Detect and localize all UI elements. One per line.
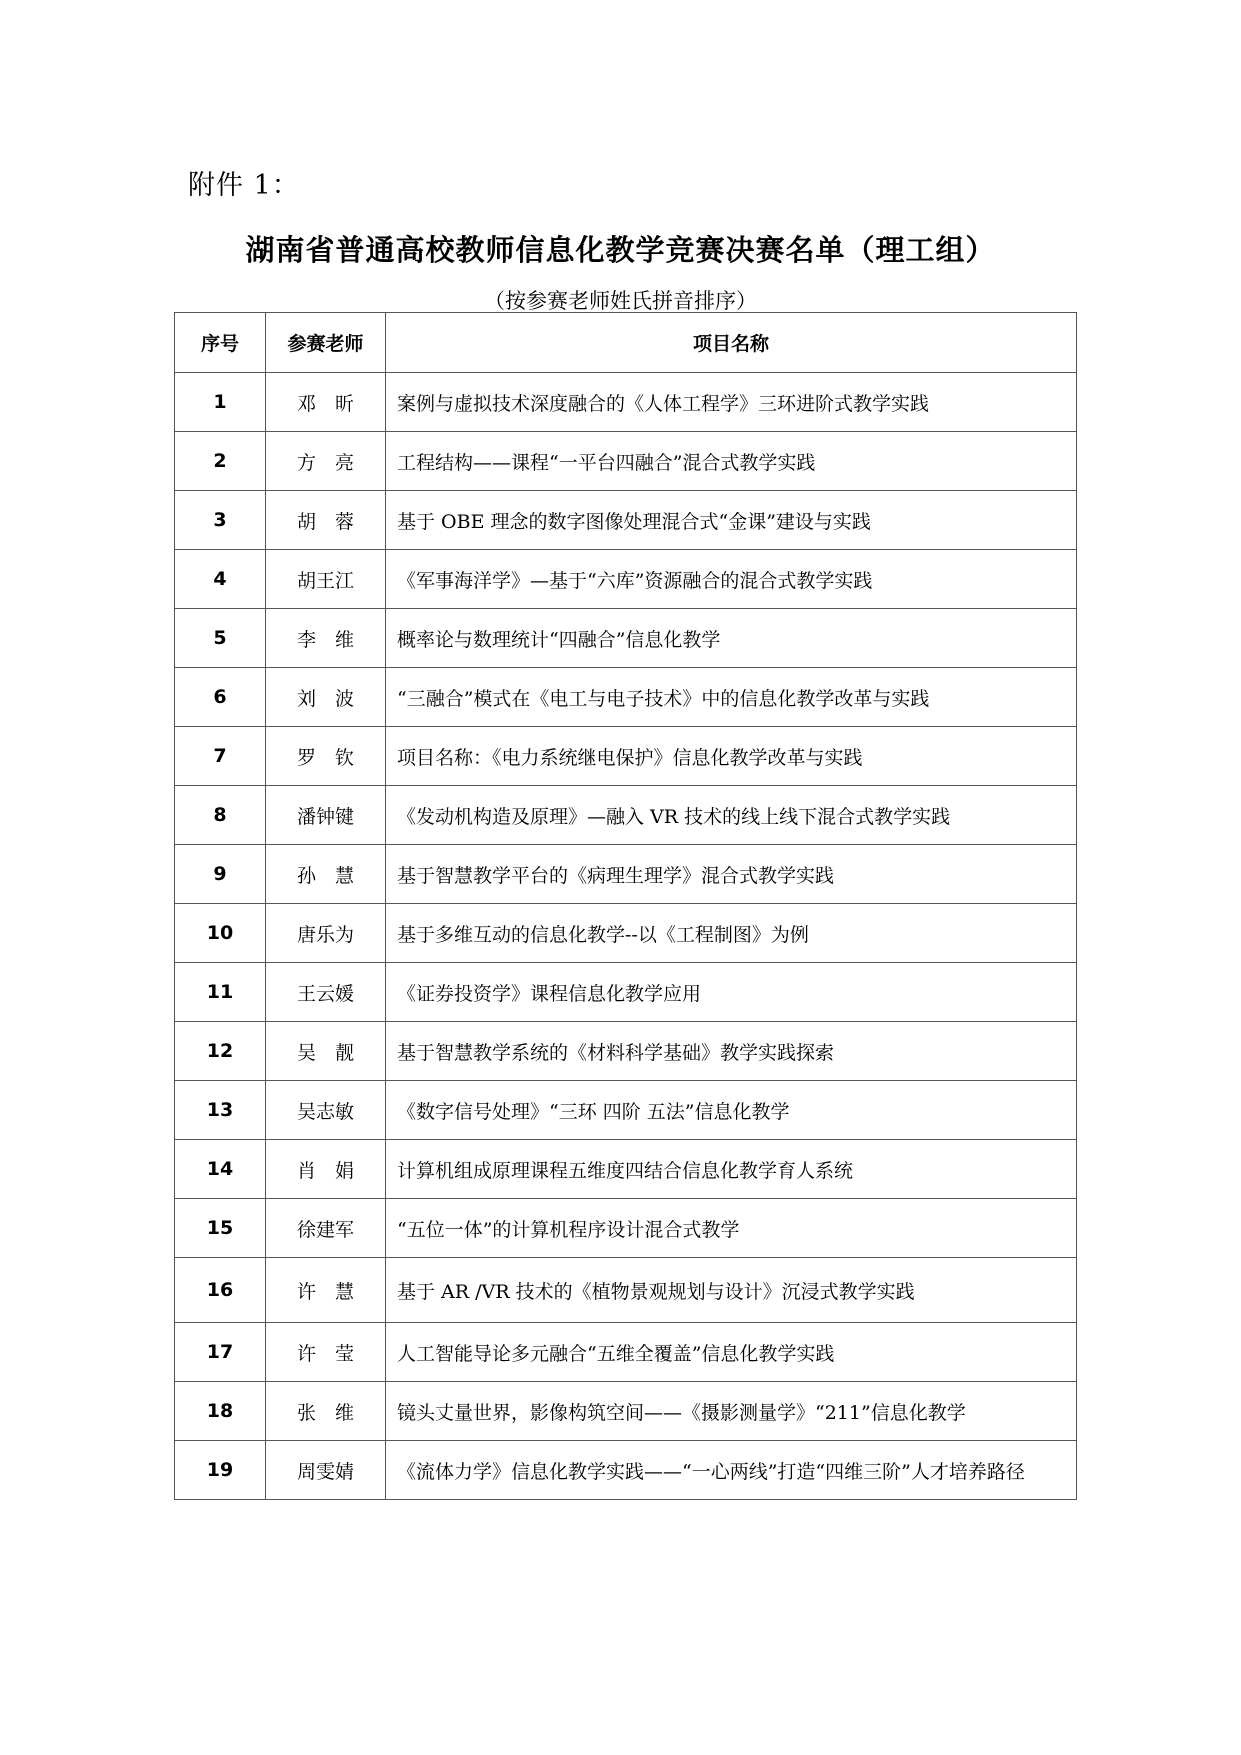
row-number: 1 xyxy=(175,373,266,432)
table-row xyxy=(175,609,1077,668)
teacher-name: 刘 波 xyxy=(266,668,386,727)
table-row xyxy=(175,1022,1077,1081)
project-name: 基于 AR /VR 技术的《植物景观规划与设计》沉浸式教学实践 xyxy=(386,1258,1077,1323)
table-row xyxy=(175,491,1077,550)
page-title: 湖南省普通高校教师信息化教学竞赛决赛名单（理工组） xyxy=(245,233,996,267)
table-row xyxy=(175,1199,1077,1258)
project-name: “三融合”模式在《电工与电子技术》中的信息化教学改革与实践 xyxy=(386,668,1077,727)
table-row xyxy=(175,1140,1077,1199)
project-name: 基于多维互动的信息化教学--以《工程制图》为例 xyxy=(386,904,1077,963)
table-header-row xyxy=(175,313,1077,373)
project-name: 《发动机构造及原理》—融入 VR 技术的线上线下混合式教学实践 xyxy=(386,786,1077,845)
table-row xyxy=(175,432,1077,491)
row-number: 7 xyxy=(175,727,266,786)
row-number: 17 xyxy=(175,1323,266,1382)
teacher-name: 徐建军 xyxy=(266,1199,386,1258)
teacher-name: 李 维 xyxy=(266,609,386,668)
attachment-label: 附件 1： xyxy=(188,170,300,201)
project-name: 概率论与数理统计“四融合”信息化教学 xyxy=(386,609,1077,668)
header-no: 序号 xyxy=(175,313,266,373)
row-number: 5 xyxy=(175,609,266,668)
row-number: 8 xyxy=(175,786,266,845)
project-name: 工程结构——课程“一平台四融合”混合式教学实践 xyxy=(386,432,1077,491)
teacher-name: 胡王江 xyxy=(266,550,386,609)
project-name: 基于 OBE 理念的数字图像处理混合式“金课”建设与实践 xyxy=(386,491,1077,550)
teacher-name: 罗 钦 xyxy=(266,727,386,786)
teacher-name: 吴志敏 xyxy=(266,1081,386,1140)
header-teacher: 参赛老师 xyxy=(266,313,386,373)
project-name: 基于智慧教学系统的《材料科学基础》教学实践探索 xyxy=(386,1022,1077,1081)
table-row xyxy=(175,845,1077,904)
teacher-name: 胡 蓉 xyxy=(266,491,386,550)
table-row xyxy=(175,373,1077,432)
table-row xyxy=(175,904,1077,963)
table-row xyxy=(175,1382,1077,1441)
row-number: 18 xyxy=(175,1382,266,1441)
project-name: 《军事海洋学》—基于“六库”资源融合的混合式教学实践 xyxy=(386,550,1077,609)
project-name: “五位一体”的计算机程序设计混合式教学 xyxy=(386,1199,1077,1258)
project-name: 镜头丈量世界，影像构筑空间——《摄影测量学》“211”信息化教学 xyxy=(386,1382,1077,1441)
row-number: 3 xyxy=(175,491,266,550)
row-number: 6 xyxy=(175,668,266,727)
project-name: 计算机组成原理课程五维度四结合信息化教学育人系统 xyxy=(386,1140,1077,1199)
teacher-name: 方 亮 xyxy=(266,432,386,491)
project-name: 项目名称：《电力系统继电保护》信息化教学改革与实践 xyxy=(386,727,1077,786)
table-row xyxy=(175,550,1077,609)
project-name: 《证券投资学》课程信息化教学应用 xyxy=(386,963,1077,1022)
table-row xyxy=(175,668,1077,727)
table-row xyxy=(175,727,1077,786)
row-number: 4 xyxy=(175,550,266,609)
table-row xyxy=(175,1258,1077,1323)
table-row xyxy=(175,1323,1077,1382)
teacher-name: 吴 靓 xyxy=(266,1022,386,1081)
row-number: 16 xyxy=(175,1258,266,1323)
row-number: 10 xyxy=(175,904,266,963)
teacher-name: 许 莹 xyxy=(266,1323,386,1382)
table-row xyxy=(175,963,1077,1022)
project-name: 案例与虚拟技术深度融合的《人体工程学》三环进阶式教学实践 xyxy=(386,373,1077,432)
teacher-name: 孙 慧 xyxy=(266,845,386,904)
table-row xyxy=(175,1081,1077,1140)
teacher-name: 邓 昕 xyxy=(266,373,386,432)
project-name: 人工智能导论多元融合“五维全覆盖”信息化教学实践 xyxy=(386,1323,1077,1382)
row-number: 2 xyxy=(175,432,266,491)
teacher-name: 张 维 xyxy=(266,1382,386,1441)
finalist-table xyxy=(174,312,1077,1500)
table-row xyxy=(175,786,1077,845)
table-body xyxy=(175,373,1077,1500)
row-number: 12 xyxy=(175,1022,266,1081)
teacher-name: 潘钟键 xyxy=(266,786,386,845)
teacher-name: 周雯婧 xyxy=(266,1441,386,1500)
page-subtitle: （按参赛老师姓氏拼音排序） xyxy=(484,289,757,313)
row-number: 11 xyxy=(175,963,266,1022)
table-row xyxy=(175,1441,1077,1500)
row-number: 15 xyxy=(175,1199,266,1258)
row-number: 13 xyxy=(175,1081,266,1140)
teacher-name: 王云媛 xyxy=(266,963,386,1022)
row-number: 19 xyxy=(175,1441,266,1500)
row-number: 14 xyxy=(175,1140,266,1199)
teacher-name: 肖 娟 xyxy=(266,1140,386,1199)
row-number: 9 xyxy=(175,845,266,904)
project-name: 《流体力学》信息化教学实践——“一心两线”打造“四维三阶”人才培养路径 xyxy=(386,1441,1077,1500)
teacher-name: 唐乐为 xyxy=(266,904,386,963)
teacher-name: 许 慧 xyxy=(266,1258,386,1323)
header-project: 项目名称 xyxy=(386,313,1077,373)
project-name: 《数字信号处理》“三环 四阶 五法”信息化教学 xyxy=(386,1081,1077,1140)
project-name: 基于智慧教学平台的《病理生理学》混合式教学实践 xyxy=(386,845,1077,904)
